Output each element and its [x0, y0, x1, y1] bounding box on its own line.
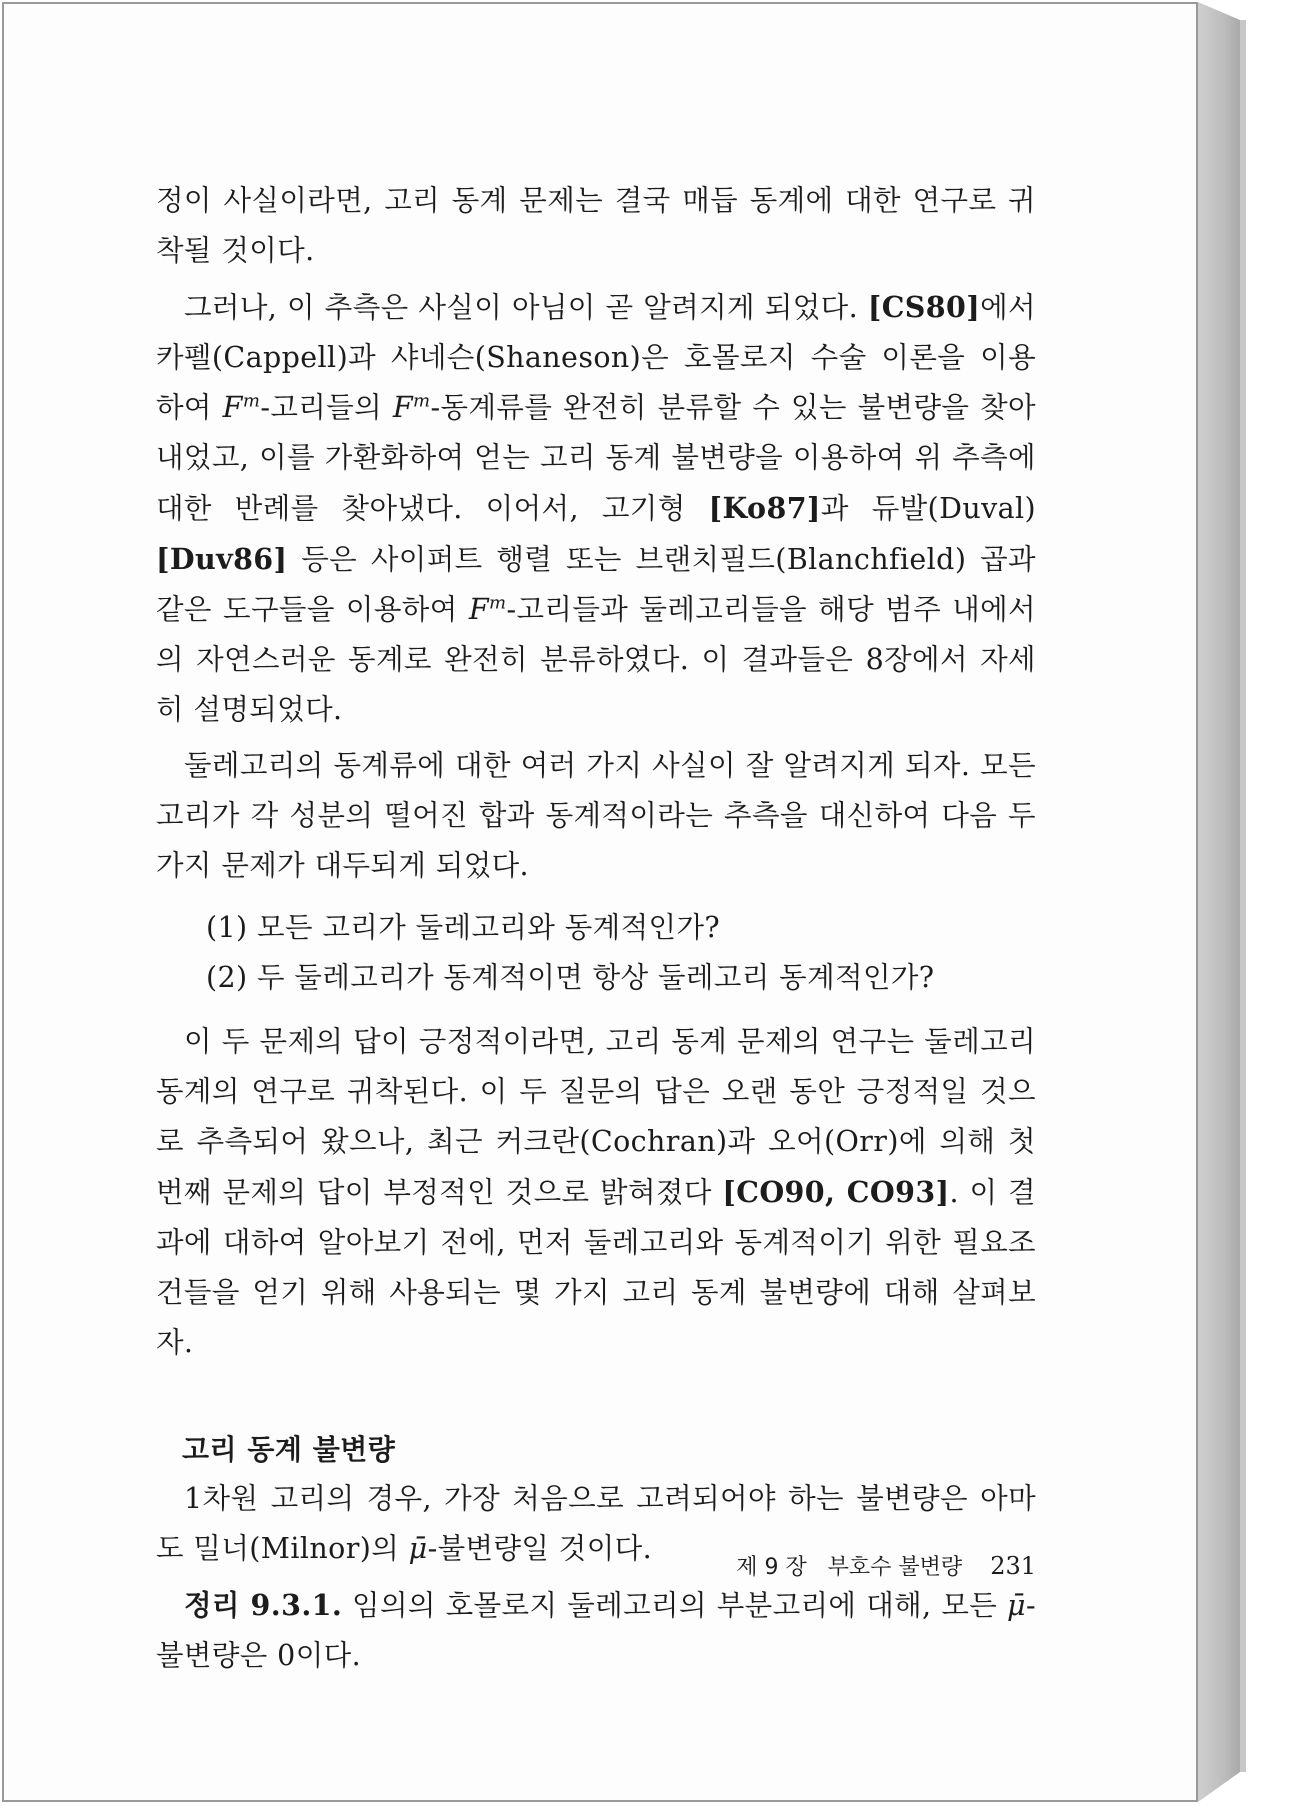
paragraph-counterexample: 그러나, 이 추측은 사실이 아님이 곧 알려지게 되었다. [CS80]에서 카펠(Cappell)과 샤네슨(Shaneson)은 호몰로지 수술 이론을 이용하여 $F^m-$고리들의 $F^m-$동계류를 완전히 분류할 수 있는 불변량을 찾아내었고, 이를 가환화하여 얻는 고리 동계 불변량을 이용하여 위 추측에 대한 반례를 찾아냈다. 이어서, 고기형 [Ko87]과 듀발(Duval) [Duv86] 등은 사이퍼트 행렬 또는 브랜치필드(Blanchfield) 곱과 같은 도구들을 이용하여 $F^m-$고리들과 둘레고리들을 해당 범주 내에서의 자연스러운 동계로 완전히 분류하였다. 이 결과들은 8장에서 자세히 설명되었다.: [156, 290, 1037, 726]
paragraph-boundary-links: 둘레고리의 동계류에 대한 여러 가지 사실이 잘 알려지게 되자. 모든 고리가 각 성분의 떨어진 합과 동계적이라는 추측을 대신하여 다음 두 가지 문제가 대두되게 되었다.: [156, 749, 1036, 882]
paragraph-answers: 이 두 문제의 답이 긍정적이라면, 고리 동계 문제의 연구는 둘레고리 동계의 연구로 귀착된다. 이 두 질문의 답은 오랜 동안 긍정적일 것으로 추측되어 왔으나, 최근 커크란(Cochran)과 오어(Orr)에 의해 첫번째 문제의 답이 부정적인 것으로 밝혀졌다 [CO90, CO93]. 이 결과에 대하여 알아보기 전에, 먼저 둘레고리와 동계적이기 위한 필요조건들을 얻기 위해 사용되는 몇 가지 고리 동계 불변량에 대해 살펴보자.: [156, 1025, 1036, 1359]
list-item: (1) 모든 고리가 둘레고리와 동계적인가?: [206, 911, 721, 944]
citation-cs80: [CS80]: [867, 290, 981, 324]
math-f: F: [468, 593, 489, 626]
list-item: (2) 두 둘레고리가 동계적이면 항상 둘레고리 동계적인가?: [206, 961, 935, 994]
theorem-label: 정리 9.3.1.: [184, 1588, 343, 1622]
citation-duv86: [Duv86]: [156, 542, 288, 576]
math-mu-bar: μ̄: [1007, 1589, 1026, 1622]
page-body: [156, 176, 1036, 1681]
citation-ko87: [Ko87]: [708, 491, 821, 525]
paragraph-continuation: 정이 사실이라면, 고리 동계 문제는 결국 매듭 동계에 대한 연구로 귀착될 것이다.: [156, 184, 1036, 267]
running-footer: [700, 1546, 1036, 1588]
math-mu-bar: μ̄: [408, 1532, 428, 1565]
book-edge-shadow: [1240, 20, 1246, 1772]
page-number: 231: [990, 1552, 1036, 1580]
theorem-statement: 정리 9.3.1. 임의의 호몰로지 둘레고리의 부분고리에 대해, 모든 μ̄-불변량은 0이다.: [156, 1588, 1036, 1672]
math-f: F: [392, 391, 414, 424]
chapter-title: 제 9 장 부호수 불변량: [736, 1555, 963, 1580]
math-superscript-m: m: [489, 592, 507, 614]
book-spine-edge: [1198, 2, 1240, 1802]
section-heading: 고리 동계 불변량: [182, 1433, 396, 1466]
paragraph-milnor: 1차원 고리의 경우, 가장 처음으로 고려되어야 하는 불변량은 아마도 밀너(Milnor)의 μ̄-불변량일 것이다.: [156, 1482, 1036, 1565]
math-f: F: [222, 391, 243, 424]
math-superscript-m: m: [242, 390, 261, 412]
math-superscript-m: m: [413, 390, 431, 412]
question-list: [156, 903, 1036, 1003]
citation-co90-co93: [CO90, CO93]: [722, 1175, 950, 1209]
